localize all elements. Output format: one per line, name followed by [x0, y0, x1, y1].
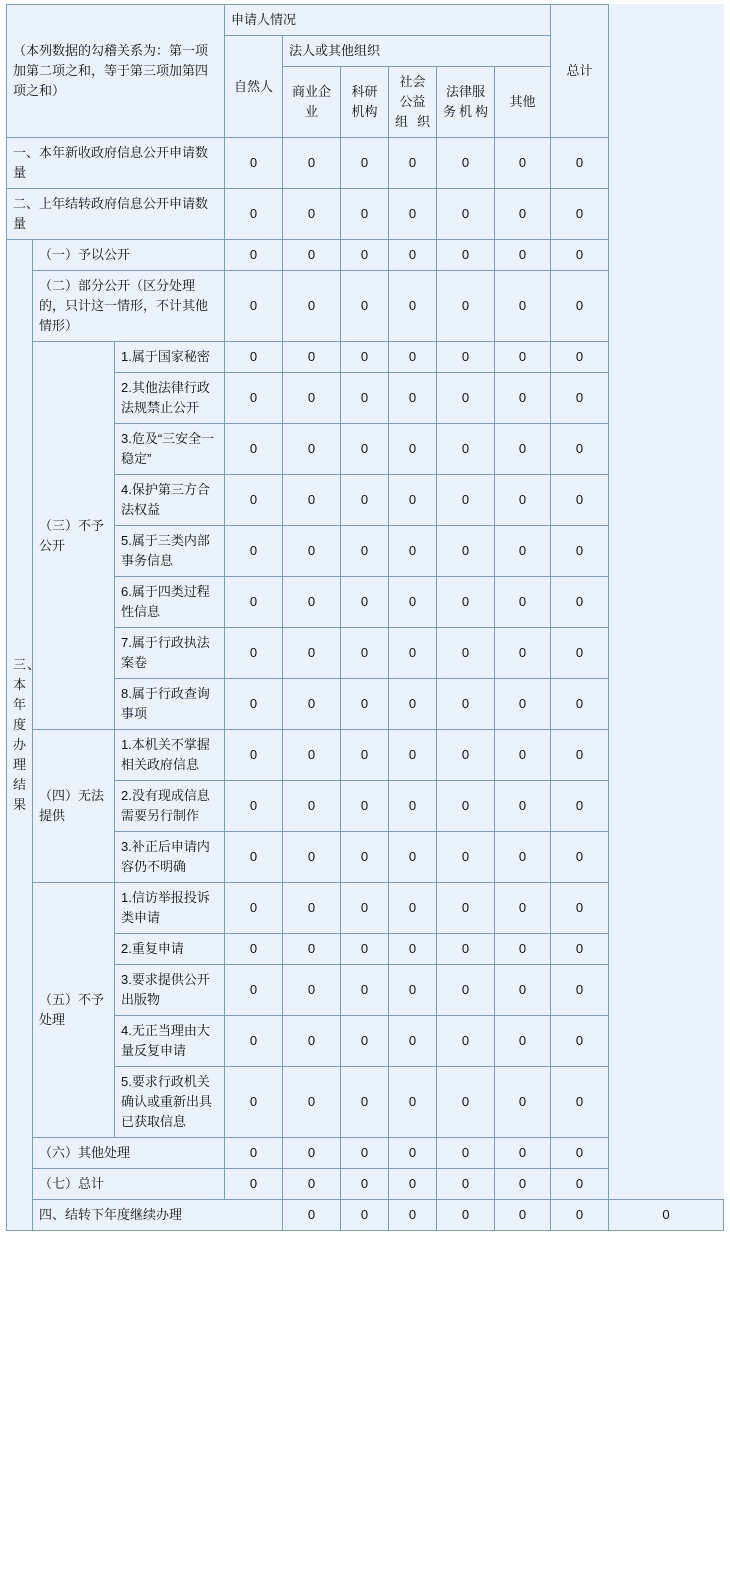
cell-value: 0 — [225, 526, 283, 577]
group-label-disclosed: （一）予以公开 — [33, 240, 225, 271]
cell-value: 0 — [551, 240, 609, 271]
cell-value: 0 — [225, 883, 283, 934]
cell-value: 0 — [389, 1138, 437, 1169]
cell-value: 0 — [551, 1200, 609, 1231]
table-row — [7, 781, 724, 832]
cell-value: 0 — [495, 1067, 551, 1138]
item-label: 5.属于三类内部事务信息 — [115, 526, 225, 577]
cell-value: 0 — [225, 138, 283, 189]
cell-value: 0 — [495, 628, 551, 679]
cell-value: 0 — [551, 628, 609, 679]
cell-value: 0 — [437, 832, 495, 883]
header-research: 科研机构 — [341, 67, 389, 138]
cell-value: 0 — [283, 138, 341, 189]
table-row — [7, 271, 724, 342]
table-row — [7, 475, 724, 526]
cell-value: 0 — [283, 1200, 341, 1231]
table-row — [7, 577, 724, 628]
item-label: 6.属于四类过程性信息 — [115, 577, 225, 628]
cell-value: 0 — [437, 1138, 495, 1169]
group-label-not-disclosed: （三）不予公开 — [33, 342, 115, 730]
cell-value: 0 — [341, 628, 389, 679]
cell-value: 0 — [389, 1200, 437, 1231]
table-row — [7, 138, 724, 189]
table-header — [7, 5, 724, 138]
table-row — [7, 1169, 724, 1200]
table-row — [7, 424, 724, 475]
cell-value: 0 — [551, 373, 609, 424]
table-row — [7, 1016, 724, 1067]
cell-value: 0 — [389, 475, 437, 526]
cell-value: 0 — [389, 1016, 437, 1067]
cell-value: 0 — [437, 475, 495, 526]
cell-value: 0 — [437, 628, 495, 679]
cell-value: 0 — [437, 271, 495, 342]
cell-value: 0 — [283, 965, 341, 1016]
cell-value: 0 — [495, 189, 551, 240]
cell-value: 0 — [283, 577, 341, 628]
cell-value: 0 — [225, 1169, 283, 1200]
cell-value: 0 — [225, 781, 283, 832]
cell-value: 0 — [225, 373, 283, 424]
cell-value: 0 — [341, 424, 389, 475]
corner-note: （本列数据的勾稽关系为：第一项加第二项之和，等于第三项加第四项之和） — [7, 5, 225, 138]
cell-value: 0 — [389, 577, 437, 628]
cell-value: 0 — [341, 577, 389, 628]
row-label-carried-over: 二、上年结转政府信息公开申请数量 — [7, 189, 225, 240]
cell-value: 0 — [283, 342, 341, 373]
cell-value: 0 — [437, 781, 495, 832]
item-label: 2.没有现成信息需要另行制作 — [115, 781, 225, 832]
cell-value: 0 — [283, 934, 341, 965]
cell-value: 0 — [283, 526, 341, 577]
cell-value: 0 — [551, 526, 609, 577]
section-label-results: 三、本年度办理结果 — [7, 240, 33, 1231]
item-label: 4.保护第三方合法权益 — [115, 475, 225, 526]
cell-value: 0 — [283, 240, 341, 271]
cell-value: 0 — [225, 271, 283, 342]
cell-value: 0 — [551, 424, 609, 475]
cell-value: 0 — [341, 883, 389, 934]
cell-value: 0 — [225, 342, 283, 373]
table-row — [7, 342, 724, 373]
group-label-unable-to-provide: （四）无法提供 — [33, 730, 115, 883]
cell-value: 0 — [437, 965, 495, 1016]
table-row — [7, 240, 724, 271]
document-sheet — [0, 4, 730, 1231]
cell-value: 0 — [437, 189, 495, 240]
cell-value: 0 — [495, 934, 551, 965]
cell-value: 0 — [551, 1138, 609, 1169]
cell-value: 0 — [283, 271, 341, 342]
cell-value: 0 — [495, 679, 551, 730]
cell-value: 0 — [551, 271, 609, 342]
cell-value: 0 — [341, 240, 389, 271]
cell-value: 0 — [341, 781, 389, 832]
cell-value: 0 — [283, 832, 341, 883]
cell-value: 0 — [389, 240, 437, 271]
cell-value: 0 — [495, 781, 551, 832]
cell-value: 0 — [341, 934, 389, 965]
cell-value: 0 — [437, 730, 495, 781]
cell-value: 0 — [495, 883, 551, 934]
table-row — [7, 189, 724, 240]
cell-value: 0 — [283, 424, 341, 475]
cell-value: 0 — [437, 342, 495, 373]
cell-value: 0 — [341, 1067, 389, 1138]
cell-value: 0 — [551, 730, 609, 781]
cell-value: 0 — [341, 832, 389, 883]
cell-value: 0 — [283, 1016, 341, 1067]
table-row — [7, 1067, 724, 1138]
cell-value: 0 — [551, 883, 609, 934]
table-row — [7, 628, 724, 679]
cell-value: 0 — [551, 475, 609, 526]
item-label: 3.要求提供公开出版物 — [115, 965, 225, 1016]
item-label: 8.属于行政查询事项 — [115, 679, 225, 730]
cell-value: 0 — [341, 526, 389, 577]
cell-value: 0 — [495, 965, 551, 1016]
cell-value: 0 — [389, 342, 437, 373]
cell-value: 0 — [225, 679, 283, 730]
cell-value: 0 — [495, 271, 551, 342]
group-label-not-processed: （五）不予处理 — [33, 883, 115, 1138]
cell-value: 0 — [495, 475, 551, 526]
cell-value: 0 — [389, 679, 437, 730]
cell-value: 0 — [551, 1169, 609, 1200]
cell-value: 0 — [341, 679, 389, 730]
cell-value: 0 — [389, 424, 437, 475]
cell-value: 0 — [389, 934, 437, 965]
cell-value: 0 — [389, 1067, 437, 1138]
header-legal-group: 法人或其他组织 — [283, 36, 551, 67]
cell-value: 0 — [341, 189, 389, 240]
cell-value: 0 — [437, 373, 495, 424]
cell-value: 0 — [225, 577, 283, 628]
table-row — [7, 730, 724, 781]
cell-value: 0 — [437, 526, 495, 577]
item-label: 2.其他法律行政法规禁止公开 — [115, 373, 225, 424]
cell-value: 0 — [437, 679, 495, 730]
cell-value: 0 — [225, 189, 283, 240]
cell-value: 0 — [551, 138, 609, 189]
item-label: 3.危及“三安全一稳定” — [115, 424, 225, 475]
cell-value: 0 — [495, 1016, 551, 1067]
table-row — [7, 883, 724, 934]
cell-value: 0 — [283, 1067, 341, 1138]
table-row — [7, 965, 724, 1016]
cell-value: 0 — [551, 679, 609, 730]
cell-value: 0 — [341, 730, 389, 781]
item-label: 4.无正当理由大量反复申请 — [115, 1016, 225, 1067]
cell-value: 0 — [437, 1067, 495, 1138]
group-label-partial: （二）部分公开（区分处理的，只计这一情形，不计其他情形） — [33, 271, 225, 342]
cell-value: 0 — [389, 628, 437, 679]
cell-value: 0 — [495, 138, 551, 189]
cell-value: 0 — [495, 373, 551, 424]
cell-value: 0 — [551, 781, 609, 832]
cell-value: 0 — [551, 577, 609, 628]
table-row — [7, 1138, 724, 1169]
table-row — [7, 934, 724, 965]
cell-value: 0 — [389, 883, 437, 934]
cell-value: 0 — [551, 342, 609, 373]
cell-value: 0 — [495, 1200, 551, 1231]
table-row — [7, 526, 724, 577]
cell-value: 0 — [389, 271, 437, 342]
table-row — [7, 832, 724, 883]
cell-value: 0 — [283, 679, 341, 730]
cell-value: 0 — [283, 475, 341, 526]
cell-value: 0 — [225, 730, 283, 781]
cell-value: 0 — [551, 1016, 609, 1067]
cell-value: 0 — [389, 965, 437, 1016]
row-label-carry-to-next-year: 四、结转下年度继续办理 — [33, 1200, 283, 1231]
cell-value: 0 — [341, 271, 389, 342]
cell-value: 0 — [283, 781, 341, 832]
cell-value: 0 — [225, 1138, 283, 1169]
cell-value: 0 — [283, 730, 341, 781]
government-information-disclosure-table — [6, 4, 724, 1231]
cell-value: 0 — [341, 965, 389, 1016]
cell-value: 0 — [225, 934, 283, 965]
cell-value: 0 — [283, 883, 341, 934]
cell-value: 0 — [341, 138, 389, 189]
cell-value: 0 — [341, 1200, 389, 1231]
cell-value: 0 — [495, 577, 551, 628]
header-public-welfare: 社会公益组织 — [389, 67, 437, 138]
item-label: 1.本机关不掌握相关政府信息 — [115, 730, 225, 781]
cell-value: 0 — [437, 240, 495, 271]
header-commercial: 商业企业 — [283, 67, 341, 138]
cell-value: 0 — [341, 1016, 389, 1067]
cell-value: 0 — [495, 1169, 551, 1200]
cell-value: 0 — [495, 342, 551, 373]
cell-value: 0 — [551, 965, 609, 1016]
cell-value: 0 — [225, 1067, 283, 1138]
cell-value: 0 — [225, 424, 283, 475]
cell-value: 0 — [341, 475, 389, 526]
cell-value: 0 — [437, 1200, 495, 1231]
cell-value: 0 — [283, 1169, 341, 1200]
cell-value: 0 — [225, 628, 283, 679]
cell-value: 0 — [495, 730, 551, 781]
cell-value: 0 — [495, 832, 551, 883]
cell-value: 0 — [389, 832, 437, 883]
cell-value: 0 — [551, 1067, 609, 1138]
cell-value: 0 — [437, 138, 495, 189]
header-legal-service: 法律服务机构 — [437, 67, 495, 138]
cell-value: 0 — [283, 373, 341, 424]
item-label: 1.信访举报投诉类申请 — [115, 883, 225, 934]
table-row — [7, 679, 724, 730]
cell-value: 0 — [283, 189, 341, 240]
cell-value: 0 — [389, 373, 437, 424]
group-label-other-processing: （六）其他处理 — [33, 1138, 225, 1169]
cell-value: 0 — [437, 424, 495, 475]
cell-value: 0 — [283, 628, 341, 679]
cell-value: 0 — [225, 475, 283, 526]
table-body — [7, 138, 724, 1231]
cell-value: 0 — [389, 730, 437, 781]
cell-value: 0 — [437, 934, 495, 965]
table-row — [7, 373, 724, 424]
cell-value: 0 — [551, 189, 609, 240]
row-label-new-applications: 一、本年新收政府信息公开申请数量 — [7, 138, 225, 189]
cell-value: 0 — [283, 1138, 341, 1169]
cell-value: 0 — [225, 965, 283, 1016]
cell-value: 0 — [437, 883, 495, 934]
cell-value: 0 — [225, 1016, 283, 1067]
cell-value: 0 — [609, 1200, 724, 1231]
cell-value: 0 — [495, 526, 551, 577]
cell-value: 0 — [389, 138, 437, 189]
cell-value: 0 — [495, 1138, 551, 1169]
item-label: 2.重复申请 — [115, 934, 225, 965]
header-other: 其他 — [495, 67, 551, 138]
cell-value: 0 — [225, 240, 283, 271]
header-applicant-group: 申请人情况 — [225, 5, 551, 36]
cell-value: 0 — [495, 424, 551, 475]
header-row-1 — [7, 5, 724, 36]
cell-value: 0 — [225, 832, 283, 883]
cell-value: 0 — [389, 189, 437, 240]
cell-value: 0 — [389, 1169, 437, 1200]
item-label: 1.属于国家秘密 — [115, 342, 225, 373]
cell-value: 0 — [341, 1138, 389, 1169]
table-row — [7, 1200, 724, 1231]
cell-value: 0 — [341, 1169, 389, 1200]
cell-value: 0 — [495, 240, 551, 271]
cell-value: 0 — [341, 373, 389, 424]
item-label: 7.属于行政执法案卷 — [115, 628, 225, 679]
cell-value: 0 — [437, 1169, 495, 1200]
cell-value: 0 — [551, 934, 609, 965]
item-label: 3.补正后申请内容仍不明确 — [115, 832, 225, 883]
cell-value: 0 — [551, 832, 609, 883]
cell-value: 0 — [341, 342, 389, 373]
cell-value: 0 — [389, 781, 437, 832]
header-total: 总计 — [551, 5, 609, 138]
cell-value: 0 — [437, 577, 495, 628]
header-natural-person: 自然人 — [225, 36, 283, 138]
cell-value: 0 — [437, 1016, 495, 1067]
item-label: 5.要求行政机关确认或重新出具已获取信息 — [115, 1067, 225, 1138]
cell-value: 0 — [389, 526, 437, 577]
group-label-subtotal: （七）总计 — [33, 1169, 225, 1200]
